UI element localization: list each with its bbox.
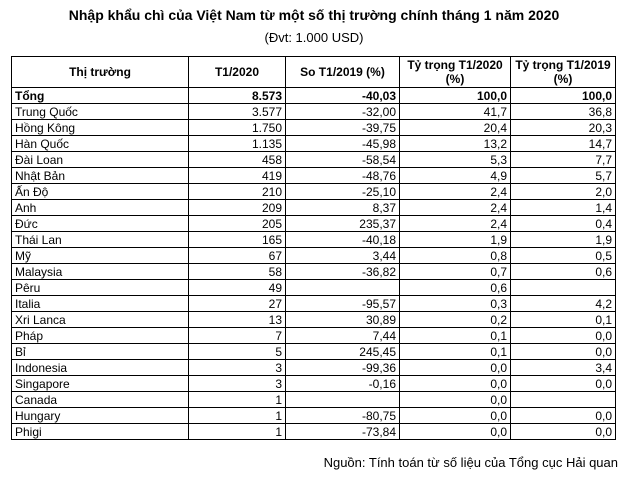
t1-2020-cell: 7 <box>189 328 286 344</box>
market-cell: Malaysia <box>12 264 189 280</box>
change-cell: -45,98 <box>286 136 400 152</box>
change-cell: -0,16 <box>286 376 400 392</box>
table-row <box>12 328 616 344</box>
market-cell: Pháp <box>12 328 189 344</box>
t1-2020-cell: 210 <box>189 184 286 200</box>
market-cell: Nhật Bản <box>12 168 189 184</box>
t1-2020-cell: 5 <box>189 344 286 360</box>
table-row <box>12 104 616 120</box>
table-row <box>12 344 616 360</box>
table-row <box>12 152 616 168</box>
market-cell: Thái Lan <box>12 232 189 248</box>
market-cell: Mỹ <box>12 248 189 264</box>
market-cell: Trung Quốc <box>12 104 189 120</box>
table-row <box>12 360 616 376</box>
change-cell <box>286 392 400 408</box>
market-cell: Pêru <box>12 280 189 296</box>
share-2019-cell: 0,0 <box>511 344 616 360</box>
t1-2020-cell: 458 <box>189 152 286 168</box>
market-cell: Xri Lanca <box>12 312 189 328</box>
change-cell: -40,18 <box>286 232 400 248</box>
table-header-row <box>12 57 616 88</box>
share-2019-cell: 0,0 <box>511 376 616 392</box>
share-2019-cell: 0,0 <box>511 424 616 440</box>
market-cell: Ấn Độ <box>12 184 189 200</box>
table-row <box>12 120 616 136</box>
share-2019-cell: 0,6 <box>511 264 616 280</box>
share-2020-cell: 0,8 <box>400 248 511 264</box>
change-cell: -58,54 <box>286 152 400 168</box>
t1-2020-cell: 1 <box>189 392 286 408</box>
t1-2020-cell: 27 <box>189 296 286 312</box>
share-2019-cell: 14,7 <box>511 136 616 152</box>
share-2019-cell: 0,0 <box>511 408 616 424</box>
table-row <box>12 392 616 408</box>
share-2020-cell: 0,7 <box>400 264 511 280</box>
share-2020-cell: 0,0 <box>400 376 511 392</box>
share-2020-cell: 5,3 <box>400 152 511 168</box>
share-2019-cell: 0,5 <box>511 248 616 264</box>
share-2019-cell: 0,1 <box>511 312 616 328</box>
change-cell: -80,75 <box>286 408 400 424</box>
table-row <box>12 264 616 280</box>
change-cell: -25,10 <box>286 184 400 200</box>
share-2020-cell: 41,7 <box>400 104 511 120</box>
t1-2020-cell: 67 <box>189 248 286 264</box>
t1-2020-cell: 8.573 <box>189 88 286 104</box>
share-2019-cell: 1,9 <box>511 232 616 248</box>
market-cell: Bỉ <box>12 344 189 360</box>
header-t1-2020: T1/2020 <box>189 57 286 88</box>
table-row <box>12 296 616 312</box>
t1-2020-cell: 3.577 <box>189 104 286 120</box>
t1-2020-cell: 419 <box>189 168 286 184</box>
share-2019-cell: 0,4 <box>511 216 616 232</box>
share-2020-cell: 13,2 <box>400 136 511 152</box>
table-row <box>12 312 616 328</box>
market-cell: Hàn Quốc <box>12 136 189 152</box>
change-cell: -48,76 <box>286 168 400 184</box>
market-cell: Anh <box>12 200 189 216</box>
share-2019-cell <box>511 392 616 408</box>
header-share-t1-2019: Tỷ trọng T1/2019 (%) <box>511 57 616 88</box>
t1-2020-cell: 1 <box>189 408 286 424</box>
t1-2020-cell: 1 <box>189 424 286 440</box>
share-2020-cell: 0,0 <box>400 392 511 408</box>
t1-2020-cell: 205 <box>189 216 286 232</box>
share-2020-cell: 0,2 <box>400 312 511 328</box>
market-cell: Canada <box>12 392 189 408</box>
table-row <box>12 168 616 184</box>
share-2019-cell: 100,0 <box>511 88 616 104</box>
share-2020-cell: 0,1 <box>400 344 511 360</box>
share-2020-cell: 2,4 <box>400 184 511 200</box>
share-2019-cell: 20,3 <box>511 120 616 136</box>
market-cell: Singapore <box>12 376 189 392</box>
t1-2020-cell: 165 <box>189 232 286 248</box>
market-cell: Hồng Kông <box>12 120 189 136</box>
share-2020-cell: 0,0 <box>400 424 511 440</box>
t1-2020-cell: 58 <box>189 264 286 280</box>
change-cell: -99,36 <box>286 360 400 376</box>
change-cell: 7,44 <box>286 328 400 344</box>
market-cell: Đức <box>12 216 189 232</box>
share-2019-cell: 36,8 <box>511 104 616 120</box>
market-cell: Italia <box>12 296 189 312</box>
table-row <box>12 184 616 200</box>
t1-2020-cell: 209 <box>189 200 286 216</box>
table-row <box>12 136 616 152</box>
share-2020-cell: 1,9 <box>400 232 511 248</box>
table-row <box>12 248 616 264</box>
table-row <box>12 376 616 392</box>
header-change-vs-t1-2019: So T1/2019 (%) <box>286 57 400 88</box>
header-market: Thị trường <box>12 57 189 88</box>
t1-2020-cell: 49 <box>189 280 286 296</box>
share-2019-cell: 4,2 <box>511 296 616 312</box>
share-2020-cell: 0,6 <box>400 280 511 296</box>
share-2019-cell: 0,0 <box>511 328 616 344</box>
unit-label: (Đvt: 1.000 USD) <box>264 30 364 45</box>
source-note: Nguồn: Tính toán từ số liệu của Tổng cục Hải quan <box>323 455 618 470</box>
share-2020-cell: 0,0 <box>400 408 511 424</box>
table-row-total <box>12 88 616 104</box>
market-cell: Phigi <box>12 424 189 440</box>
share-2019-cell: 1,4 <box>511 200 616 216</box>
change-cell: -32,00 <box>286 104 400 120</box>
table-row <box>12 424 616 440</box>
change-cell: -95,57 <box>286 296 400 312</box>
market-cell: Đài Loan <box>12 152 189 168</box>
market-cell: Indonesia <box>12 360 189 376</box>
table-row <box>12 280 616 296</box>
import-table <box>11 56 616 440</box>
share-2019-cell: 3,4 <box>511 360 616 376</box>
change-cell: 235,37 <box>286 216 400 232</box>
table-row <box>12 232 616 248</box>
share-2019-cell <box>511 280 616 296</box>
share-2019-cell: 2,0 <box>511 184 616 200</box>
change-cell: 8,37 <box>286 200 400 216</box>
t1-2020-cell: 13 <box>189 312 286 328</box>
change-cell: -73,84 <box>286 424 400 440</box>
t1-2020-cell: 3 <box>189 376 286 392</box>
market-cell: Tổng <box>12 88 189 104</box>
share-2020-cell: 2,4 <box>400 216 511 232</box>
t1-2020-cell: 1.750 <box>189 120 286 136</box>
table-row <box>12 200 616 216</box>
change-cell <box>286 280 400 296</box>
share-2020-cell: 2,4 <box>400 200 511 216</box>
share-2020-cell: 100,0 <box>400 88 511 104</box>
share-2020-cell: 20,4 <box>400 120 511 136</box>
table-body <box>12 88 616 440</box>
share-2020-cell: 0,0 <box>400 360 511 376</box>
change-cell: 245,45 <box>286 344 400 360</box>
change-cell: 30,89 <box>286 312 400 328</box>
table-row <box>12 216 616 232</box>
table-row <box>12 408 616 424</box>
header-share-t1-2020: Tỷ trọng T1/2020 (%) <box>400 57 511 88</box>
market-cell: Hungary <box>12 408 189 424</box>
share-2020-cell: 0,1 <box>400 328 511 344</box>
t1-2020-cell: 3 <box>189 360 286 376</box>
change-cell: 3,44 <box>286 248 400 264</box>
document-title: Nhập khẩu chì của Việt Nam từ một số thị trường chính tháng 1 năm 2020 <box>68 7 560 23</box>
change-cell: -36,82 <box>286 264 400 280</box>
t1-2020-cell: 1.135 <box>189 136 286 152</box>
share-2020-cell: 0,3 <box>400 296 511 312</box>
change-cell: -40,03 <box>286 88 400 104</box>
share-2019-cell: 7,7 <box>511 152 616 168</box>
share-2019-cell: 5,7 <box>511 168 616 184</box>
change-cell: -39,75 <box>286 120 400 136</box>
share-2020-cell: 4,9 <box>400 168 511 184</box>
